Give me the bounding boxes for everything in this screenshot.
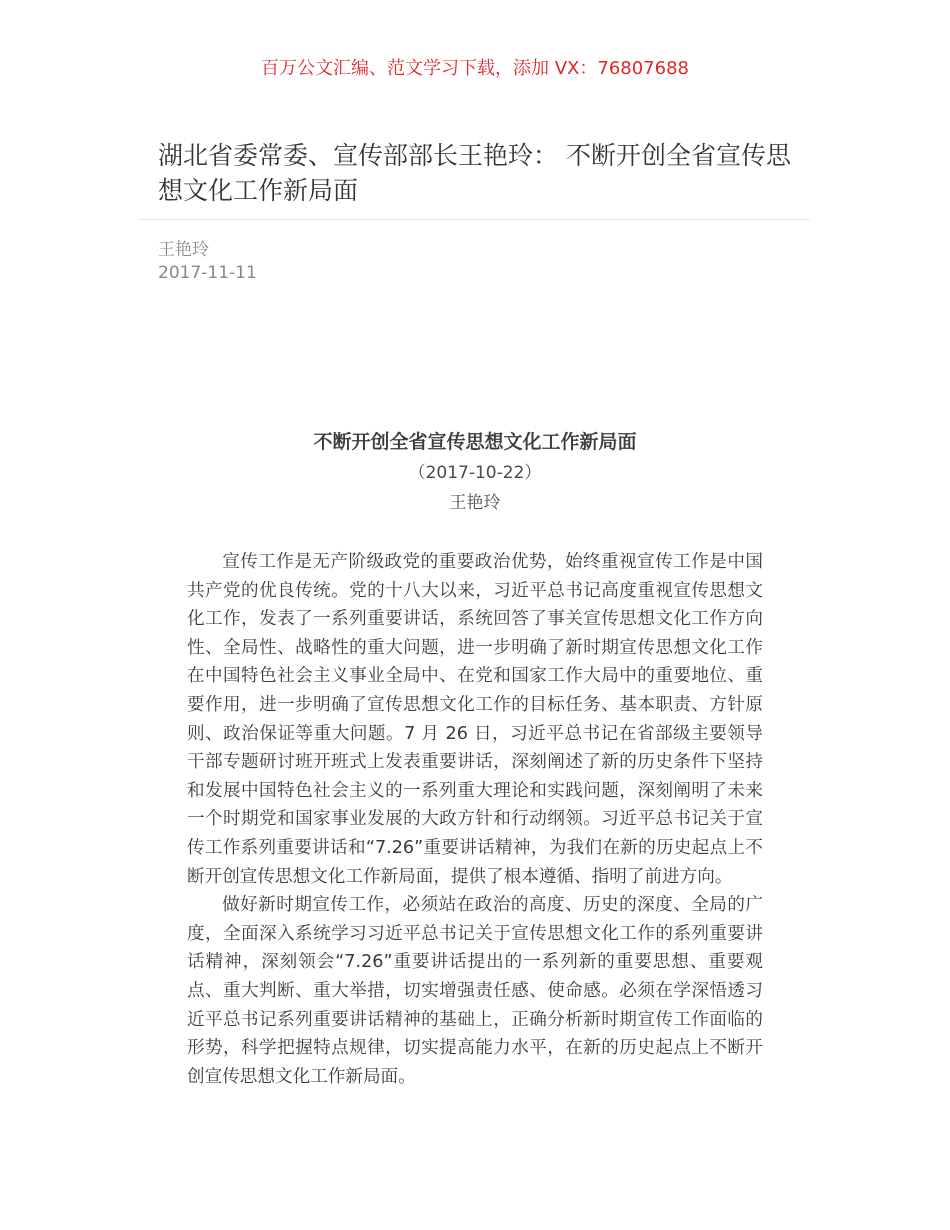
post-author: 王艳玲	[158, 240, 209, 260]
article-title: 不断开创全省宣传思想文化工作新局面	[313, 431, 637, 453]
title-divider	[140, 219, 810, 220]
page-title: 湖北省委常委、宣传部部长王艳玲： 不断开创全省宣传思想文化工作新局面	[158, 141, 791, 205]
promo-banner: 百万公文汇编、范文学习下载，添加 VX：76807688	[261, 58, 689, 79]
article-date: （2017-10-22）	[408, 463, 542, 483]
article-paragraph-2: 做好新时期宣传工作，必须站在政治的高度、历史的深度、全局的广度，全面深入系统学习习近平总书记关于宣传思想文化工作的系列重要讲话精神，深刻领会“7.26”重要讲话提出的一系列新的重要思想、重要观点、重大判断、重大举措，切实增强责任感、使命感。必须在学深悟透习近平总书记系列重要讲话精神的基础上，正确分析新时期宣传工作面临的形势，科学把握特点规律，切实提高能力水平，在新的历史起点上不断开创宣传思想文化工作新局面。	[187, 895, 763, 1087]
post-date: 2017-11-11	[158, 263, 257, 283]
article-author: 王艳玲	[449, 493, 501, 513]
article-body	[187, 548, 763, 1091]
article-paragraph-1: 宣传工作是无产阶级政党的重要政治优势，始终重视宣传工作是中国共产党的优良传统。党的十八大以来，习近平总书记高度重视宣传思想文化工作，发表了一系列重要讲话，系统回答了事关宣传思想文化工作方向性、全局性、战略性的重大问题，进一步明确了新时期宣传思想文化工作在中国特色社会主义事业全局中、在党和国家工作大局中的重要地位、重要作用，进一步明确了宣传思想文化工作的目标任务、基本职责、方针原则、政治保证等重大问题。7 月 26 日，习近平总书记在省部级主要领导干部专题研讨班开班式上发表重要讲话，深刻阐述了新的历史条件下坚持和发展中国特色社会主义的一系列重大理论和实践问题，深刻阐明了未来一个时期党和国家事业发展的大政方针和行动纲领。习近平总书记关于宣传工作系列重要讲话和“7.26”重要讲话精神，为我们在新的历史起点上不断开创宣传思想文化工作新局面，提供了根本遵循、指明了前进方向。	[187, 552, 763, 887]
